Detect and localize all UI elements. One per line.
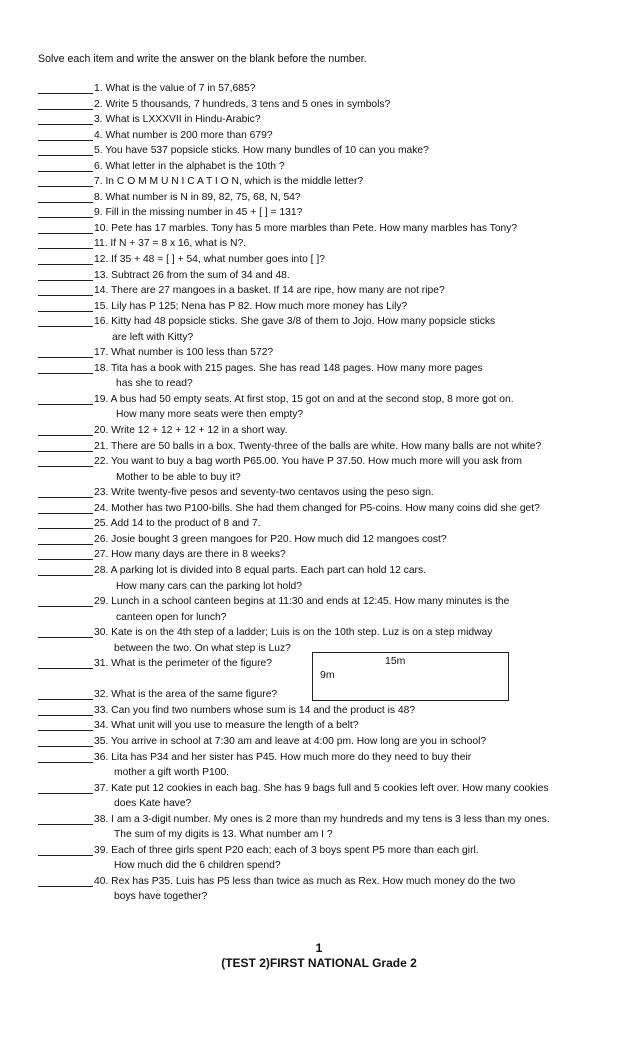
question-item (38, 174, 618, 190)
question-text: 34. What unit will you use to measure the length of a belt? (94, 720, 359, 732)
question-text: 20. Write 12 + 12 + 12 + 12 in a short way. (94, 425, 288, 437)
page-number: 1 (315, 941, 323, 955)
question-item (38, 812, 618, 828)
question-text: between the two. On what step is Luz? (114, 642, 291, 654)
question-item (38, 112, 618, 128)
question-text: 29. Lunch in a school canteen begins at 11:30 and ends at 12:45. How many minutes is the (94, 596, 510, 608)
question-item (38, 734, 618, 750)
question-text: 13. Subtract 26 from the sum of 34 and 48. (94, 269, 290, 281)
question-item (38, 843, 618, 859)
question-text: 9. Fill in the missing number in 45 + [ ] = 131? (94, 207, 303, 219)
question-text: 7. In C O M M U N I C A T I O N, which is the middle letter? (94, 176, 364, 188)
question-item (38, 392, 618, 408)
question-text: 33. Can you find two numbers whose sum is 14 and the product is 48? (94, 704, 416, 716)
figure-length-label: 15m (385, 655, 406, 667)
question-text: 38. I am a 3-digit number. My ones is 2 more than my hundreds and my tens is 3 less than my ones. (94, 813, 550, 825)
question-item (38, 345, 618, 361)
question-continuation (38, 827, 618, 843)
question-text: 8. What number is N in 89, 82, 75, 68, N, 54? (94, 191, 301, 203)
question-item (38, 516, 618, 532)
question-item (38, 252, 618, 268)
question-text: 2. Write 5 thousands, 7 hundreds, 3 tens and 5 ones in symbols? (94, 98, 391, 110)
question-item (38, 547, 618, 563)
question-text: 10. Pete has 17 marbles. Tony has 5 more marbles than Pete. How many marbles has Tony? (94, 222, 518, 234)
rectangle-figure (312, 652, 509, 701)
question-text: does Kate have? (114, 798, 192, 810)
question-item (38, 221, 618, 237)
question-item (38, 236, 618, 252)
question-text: 30. Kate is on the 4th step of a ladder; Luis is on the 10th step. Luz is on a step midway (94, 627, 493, 639)
question-text: 35. You arrive in school at 7:30 am and leave at 4:00 pm. How long are you in school? (94, 735, 487, 747)
question-text: mother a gift worth P100. (114, 767, 230, 779)
question-text: 4. What number is 200 more than 679? (94, 129, 273, 141)
question-item (38, 703, 618, 719)
question-item (38, 501, 618, 517)
question-item (38, 454, 618, 470)
question-text: 6. What letter in the alphabet is the 10th ? (94, 160, 285, 172)
question-text: 18. Tita has a book with 215 pages. She has read 148 pages. How many more pages (94, 362, 483, 374)
question-text: How many more seats were then empty? (116, 409, 304, 421)
question-text: 23. Write twenty-five pesos and seventy-two centavos using the peso sign. (94, 487, 434, 499)
question-text: 1. What is the value of 7 in 57,685? (94, 83, 256, 94)
question-text: boys have together? (114, 891, 208, 903)
question-continuation (38, 330, 618, 346)
question-item (38, 594, 618, 610)
question-text: Mother to be able to buy it? (116, 471, 241, 483)
question-text: 40. Rex has P35. Luis has P5 less than twice as much as Rex. How much money do the two (94, 875, 516, 887)
question-item (38, 750, 618, 766)
question-continuation (38, 470, 618, 486)
question-item (38, 128, 618, 144)
question-item (38, 205, 618, 221)
question-item (38, 532, 618, 548)
question-continuation (38, 610, 618, 626)
question-text: 27. How many days are there in 8 weeks? (94, 549, 286, 561)
question-text: The sum of my digits is 13. What number am I ? (114, 829, 333, 841)
question-text: How much did the 6 children spend? (114, 860, 281, 872)
question-text: 39. Each of three girls spent P20 each; each of 3 boys spent P5 more than each girl. (94, 844, 479, 856)
question-item (38, 625, 618, 641)
question-item (38, 143, 618, 159)
question-continuation (38, 796, 618, 812)
question-item (38, 299, 618, 315)
question-text: 15. Lily has P 125; Nena has P 82. How much more money has Lily? (94, 300, 408, 312)
test-footer-title: (TEST 2)FIRST NATIONAL Grade 2 (221, 956, 417, 970)
question-item (38, 190, 618, 206)
question-text: 36. Lita has P34 and her sister has P45. How much more do they need to buy their (94, 751, 472, 763)
question-item (38, 268, 618, 284)
instructions: Solve each item and write the answer on the blank before the number. (38, 53, 367, 65)
question-text: 37. Kate put 12 cookies in each bag. She has 9 bags full and 5 cookies left over. How many cookies (94, 782, 549, 794)
question-item (38, 718, 618, 734)
question-text: 32. What is the area of the same figure? (94, 689, 278, 701)
question-continuation (38, 407, 618, 423)
question-continuation (38, 765, 618, 781)
question-text: 28. A parking lot is divided into 8 equal parts. Each part can hold 12 cars. (94, 564, 426, 576)
question-item (38, 439, 618, 455)
question-text: How many cars can the parking lot hold? (116, 580, 303, 592)
question-text: 19. A bus had 50 empty seats. At first stop, 15 got on and at the second stop, 8 more got on. (94, 393, 514, 405)
question-text: 14. There are 27 mangoes in a basket. If 14 are ripe, how many are not ripe? (94, 285, 445, 297)
question-continuation (38, 858, 618, 874)
question-continuation (38, 376, 618, 392)
question-item (38, 781, 618, 797)
question-text: 25. Add 14 to the product of 8 and 7. (94, 518, 261, 530)
question-text: 5. You have 537 popsicle sticks. How many bundles of 10 can you make? (94, 145, 429, 157)
question-continuation (38, 889, 618, 905)
question-text: 21. There are 50 balls in a box. Twenty-three of the balls are white. How many balls are not white? (94, 440, 542, 452)
question-text: has she to read? (116, 378, 193, 390)
question-item (38, 283, 618, 299)
question-item (38, 361, 618, 377)
question-text: 22. You want to buy a bag worth P65.00. You have P 37.50. How much more will you ask from (94, 456, 522, 468)
question-item (38, 423, 618, 439)
question-text: 17. What number is 100 less than 572? (94, 347, 274, 359)
question-item (38, 159, 618, 175)
question-text: 31. What is the perimeter of the figure? (94, 658, 272, 670)
question-text: 12. If 35 + 48 = [ ] + 54, what number goes into [ ]? (94, 254, 325, 266)
figure-width-label: 9m (320, 669, 335, 681)
question-item (38, 874, 618, 890)
question-list (38, 81, 618, 905)
question-text: 3. What is LXXXVII in Hindu-Arabic? (94, 114, 261, 126)
question-item (38, 563, 618, 579)
question-item (38, 81, 618, 97)
question-item (38, 97, 618, 113)
question-text: 16. Kitty had 48 popsicle sticks. She gave 3/8 of them to Jojo. How many popsicle sticks (94, 316, 496, 328)
question-item (38, 485, 618, 501)
question-continuation (38, 579, 618, 595)
question-item (38, 314, 618, 330)
question-text: 11. If N + 37 = 8 x 16, what is N?. (94, 238, 247, 250)
question-text: are left with Kitty? (112, 331, 194, 343)
question-text: 26. Josie bought 3 green mangoes for P20. How much did 12 mangoes cost? (94, 533, 447, 545)
question-text: canteen open for lunch? (116, 611, 227, 623)
question-text: 24. Mother has two P100-bills. She had them changed for P5-coins. How many coins did she get? (94, 502, 540, 514)
